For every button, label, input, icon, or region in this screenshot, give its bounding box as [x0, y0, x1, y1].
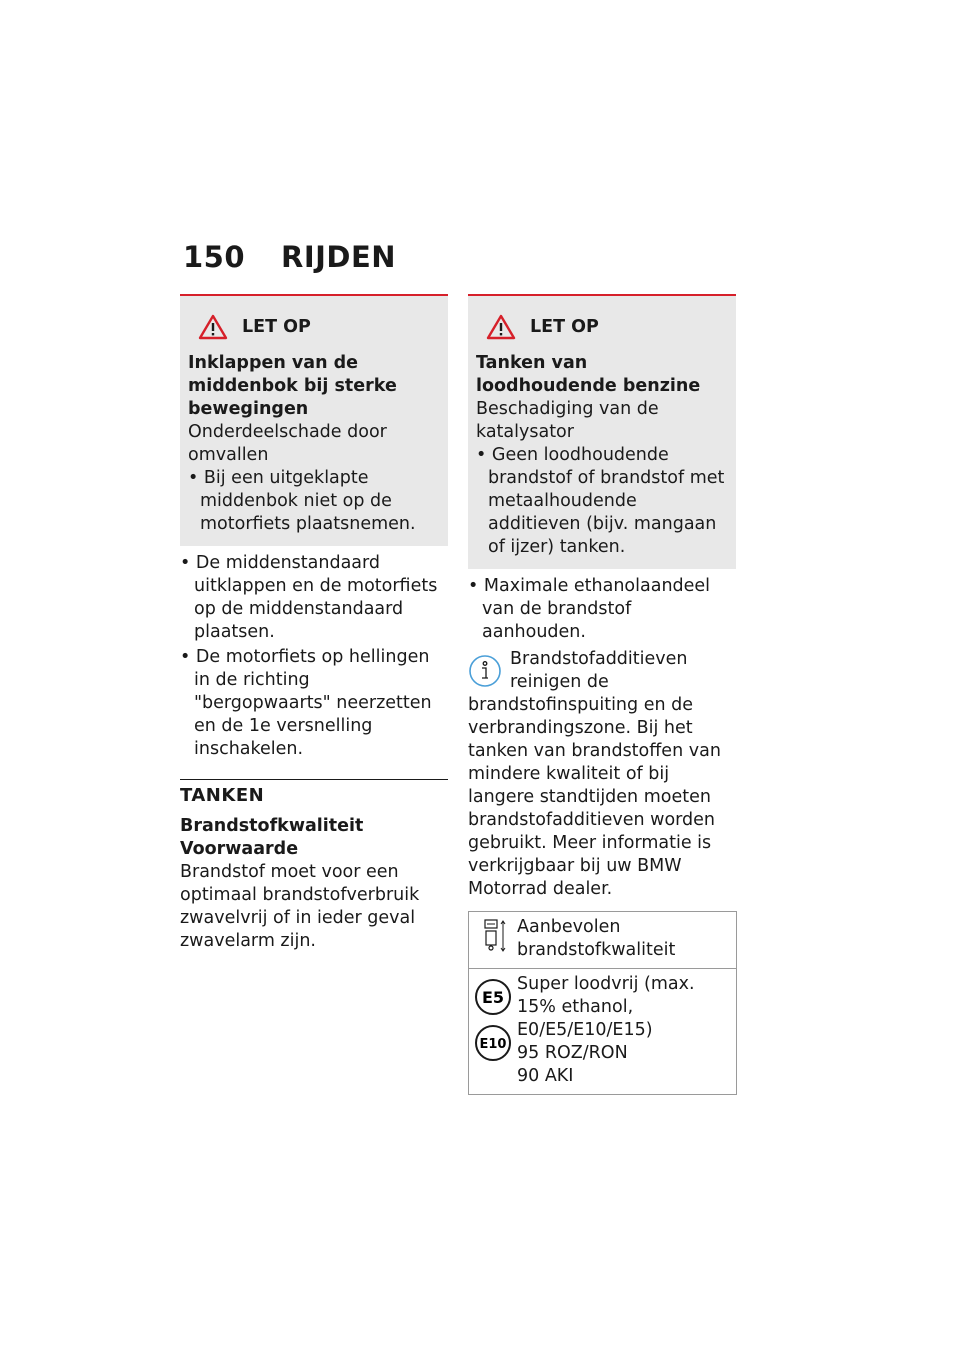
section-subheading: Voorwaarde: [180, 839, 299, 859]
e10-badge-label: E10: [479, 1037, 507, 1052]
list-item: • De middenstandaard uitklappen en de motorfiets op de middenstandaard plaatsen.: [180, 553, 438, 642]
caution-label: LET OP: [530, 316, 599, 337]
fuel-spec-line: 90 AKI: [517, 1066, 574, 1086]
caution-box-right: [468, 294, 736, 569]
info-text: Brandstofadditieven reinigen de brandstofinspuiting en de verbrandingszone. Bij het tanken van brandstoffen van mindere kwaliteit of bij langere standtijden moeten brandstofadditieven worden gebruikt. Meer informatie is verkrijgbaar bij uw BMW Motorrad dealer.: [468, 649, 721, 899]
caution-heading: [188, 314, 442, 340]
warning-triangle-icon: [198, 314, 228, 340]
page-number: 150: [183, 240, 246, 274]
caution-box-left: [180, 294, 448, 546]
caution-consequence: Beschadiging van de katalysator: [476, 399, 659, 442]
bullet-list: [468, 575, 736, 644]
info-icon: [468, 654, 502, 688]
list-item: • Maximale ethanolaandeel van de brandstof aanhouden.: [468, 576, 711, 642]
caution-title: Inklappen van de middenbok bij sterke bewegingen: [188, 353, 397, 419]
section-heading: TANKEN: [180, 779, 448, 807]
list-item: • De motorfiets op hellingen in de richting "bergopwaarts" neerzetten en de 1e versnelling inschakelen.: [180, 647, 432, 759]
table-cell: [469, 912, 514, 969]
caution-label: LET OP: [242, 316, 311, 337]
left-column: [180, 294, 448, 953]
fuel-spec-line: Super loodvrij (max. 15% ethanol, E0/E5/E10/E15): [517, 974, 695, 1040]
e5-badge-icon: [473, 977, 513, 1017]
table-cell: [513, 969, 737, 1095]
e10-badge-icon: [473, 1023, 513, 1063]
table-row: [469, 912, 737, 969]
fuel-spec-line: 95 ROZ/RON: [517, 1043, 628, 1063]
caution-heading: [476, 314, 730, 340]
table-cell: [469, 969, 514, 1095]
caution-action: • Geen loodhoudende brandstof of brandstof met metaalhoudende additieven (bijv. mangaan of ijzer) tanken.: [476, 445, 725, 557]
right-column: [468, 294, 736, 1095]
info-note: [468, 648, 736, 901]
caution-title: Tanken van loodhoudende benzine: [476, 353, 701, 396]
bullet-list: [180, 552, 448, 761]
fuel-pump-icon: [473, 916, 507, 954]
section-subtitle: Brandstofkwaliteit: [180, 816, 364, 836]
fuel-quality-table: [468, 911, 737, 1095]
section-text: Brandstof moet voor een optimaal brandstofverbruik zwavelvrij of in ieder geval zwavelarm zijn.: [180, 862, 420, 951]
table-row: [469, 969, 737, 1095]
caution-action: • Bij een uitgeklapte middenbok niet op de motorfiets plaatsnemen.: [188, 468, 416, 534]
e5-badge-label: E5: [481, 988, 505, 1007]
chapter-title: RIJDEN: [281, 240, 397, 274]
caution-consequence: Onderdeelschade door omvallen: [188, 422, 387, 465]
page-header: [183, 240, 396, 274]
warning-triangle-icon: [486, 314, 516, 340]
table-cell: Aanbevolen brandstofkwaliteit: [513, 912, 737, 969]
